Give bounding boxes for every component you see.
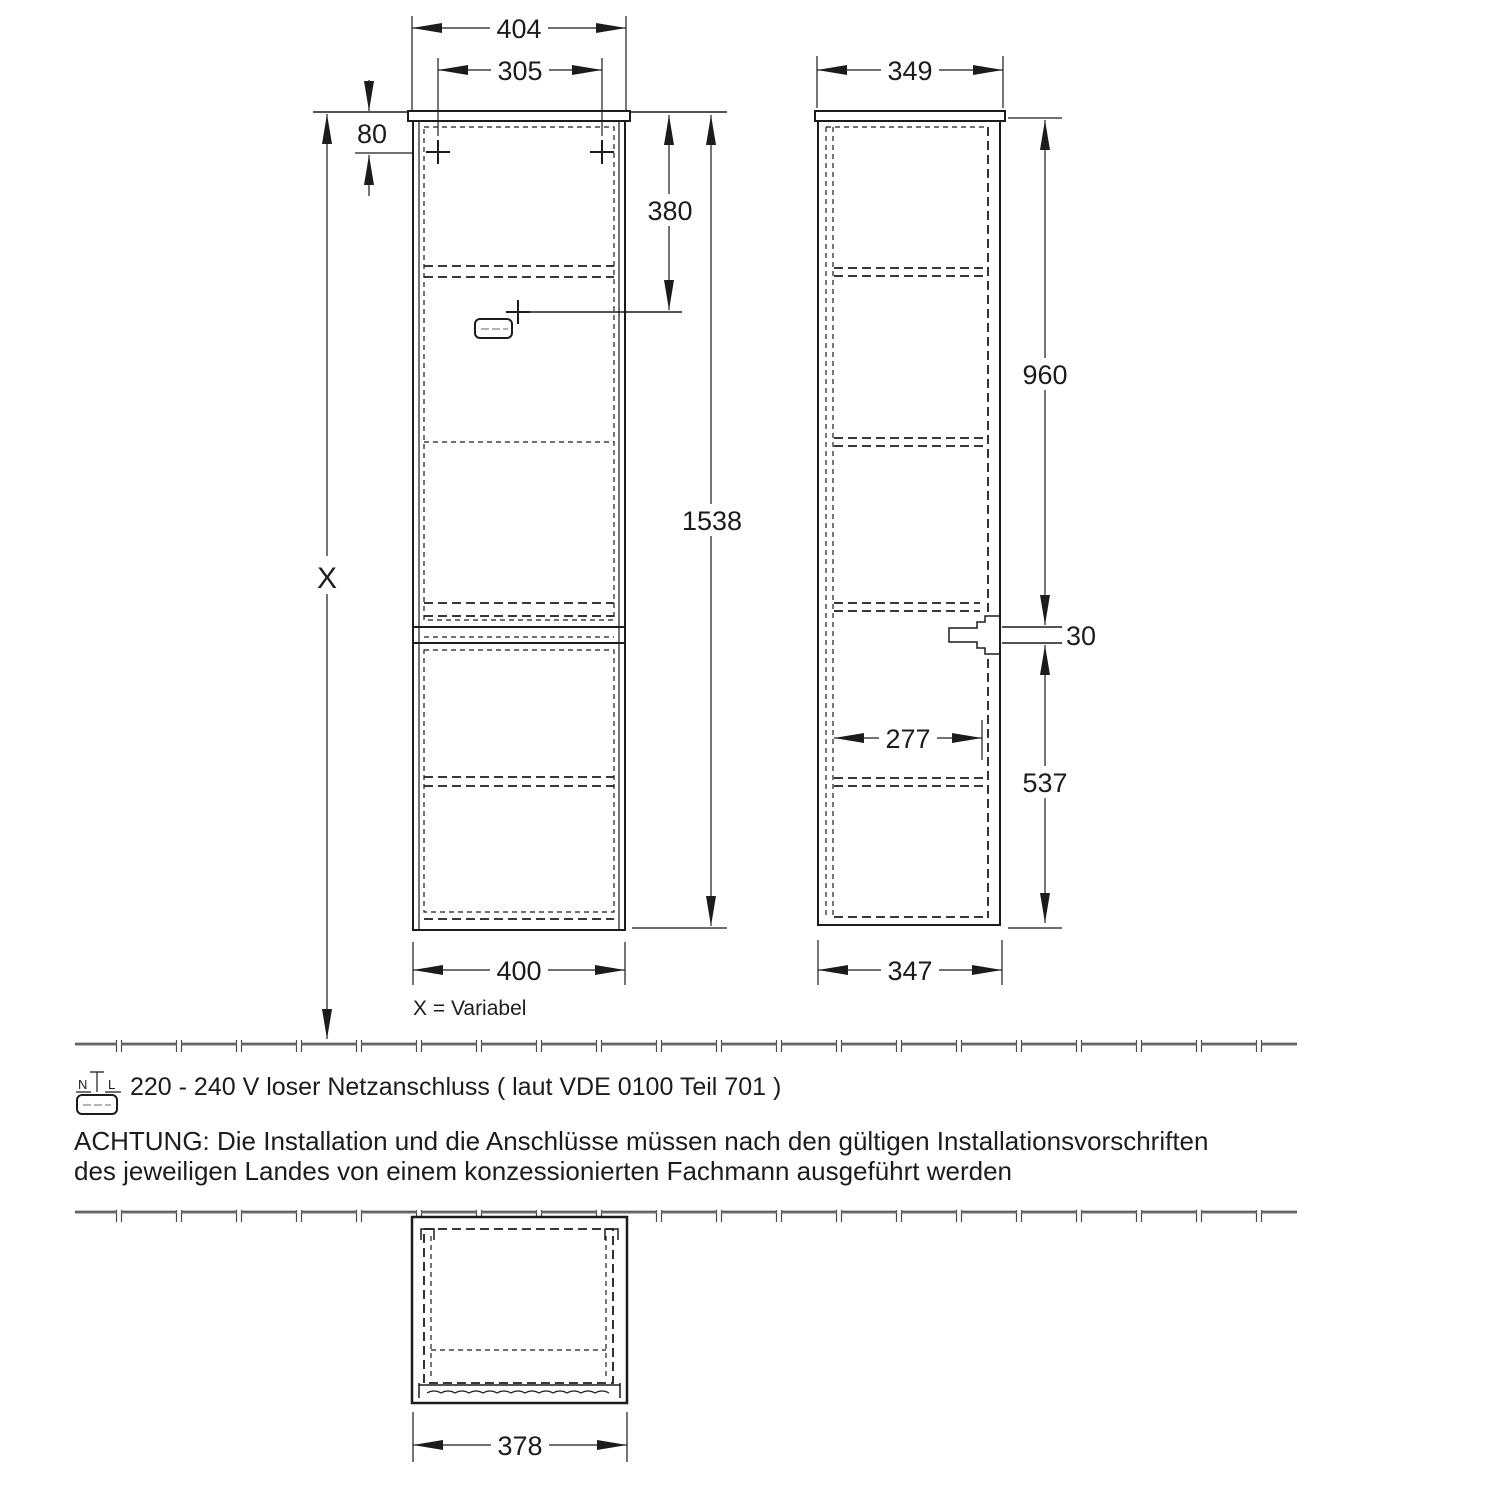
- dim-label: 537: [1022, 768, 1068, 798]
- dim-label: 400: [496, 956, 542, 986]
- dim-label: 960: [1022, 360, 1068, 390]
- cabinet-body: [818, 121, 1000, 925]
- terminal-n-label: N: [78, 1077, 88, 1092]
- dim-socket-drop: [641, 115, 698, 310]
- wall-tile-band-upper: [75, 1040, 1297, 1052]
- top-panel: [815, 111, 1005, 121]
- dim-bottom-depth: [818, 940, 1002, 986]
- dim-label: 30: [1066, 621, 1097, 651]
- dim-label: 380: [647, 196, 693, 226]
- variable-note: X = Variabel: [413, 997, 527, 1020]
- warning-note: [74, 1126, 1208, 1186]
- dim-label: 305: [497, 56, 543, 86]
- dim-rail-height: [1066, 621, 1096, 651]
- dim-label: 347: [887, 956, 933, 986]
- dim-upper-height: [1016, 120, 1074, 625]
- dim-label: 277: [885, 724, 931, 754]
- dim-topview-width: [413, 1412, 627, 1462]
- dim-top-depth: [817, 54, 1003, 108]
- rail-reference-lines: [1002, 627, 1062, 643]
- tile-row: [75, 1040, 1297, 1052]
- top-view: [412, 1217, 627, 1462]
- dim-label: X: [316, 562, 338, 595]
- top-panel: [408, 111, 630, 121]
- dim-label: 378: [497, 1431, 543, 1461]
- dim-lower-height: [1016, 645, 1074, 923]
- cabinet-outline: [412, 1217, 627, 1403]
- dim-bottom-width: [413, 942, 625, 986]
- dim-label: 80: [356, 119, 388, 149]
- dim-wall-height: [310, 114, 344, 1039]
- warning-line-2: des jeweiligen Landes von einem konzessionierten Fachmann ausgeführt werden: [74, 1156, 1013, 1186]
- side-view: [815, 54, 1096, 986]
- front-view: [310, 12, 748, 1039]
- cabinet-body: [413, 121, 625, 930]
- power-note-text: 220 - 240 V loser Netzanschluss ( laut VDE 0100 Teil 701 ): [130, 1073, 782, 1101]
- dim-label: 1538: [681, 506, 743, 536]
- wall-tile-band-lower: [75, 1210, 1297, 1222]
- power-note: [76, 1072, 781, 1114]
- dim-total-height: [632, 115, 748, 928]
- terminal-l-label: L: [108, 1077, 116, 1092]
- dim-label: 404: [496, 14, 542, 44]
- tile-row: [75, 1210, 1297, 1222]
- ground-icon: [90, 1072, 104, 1092]
- power-connection-icon: [76, 1072, 121, 1114]
- warning-line-1: ACHTUNG: Die Installation und die Anschlüsse müssen nach den gültigen Installationsvorschriften: [74, 1126, 1209, 1156]
- dim-top-offset: [351, 80, 414, 196]
- dim-label: 349: [887, 56, 933, 86]
